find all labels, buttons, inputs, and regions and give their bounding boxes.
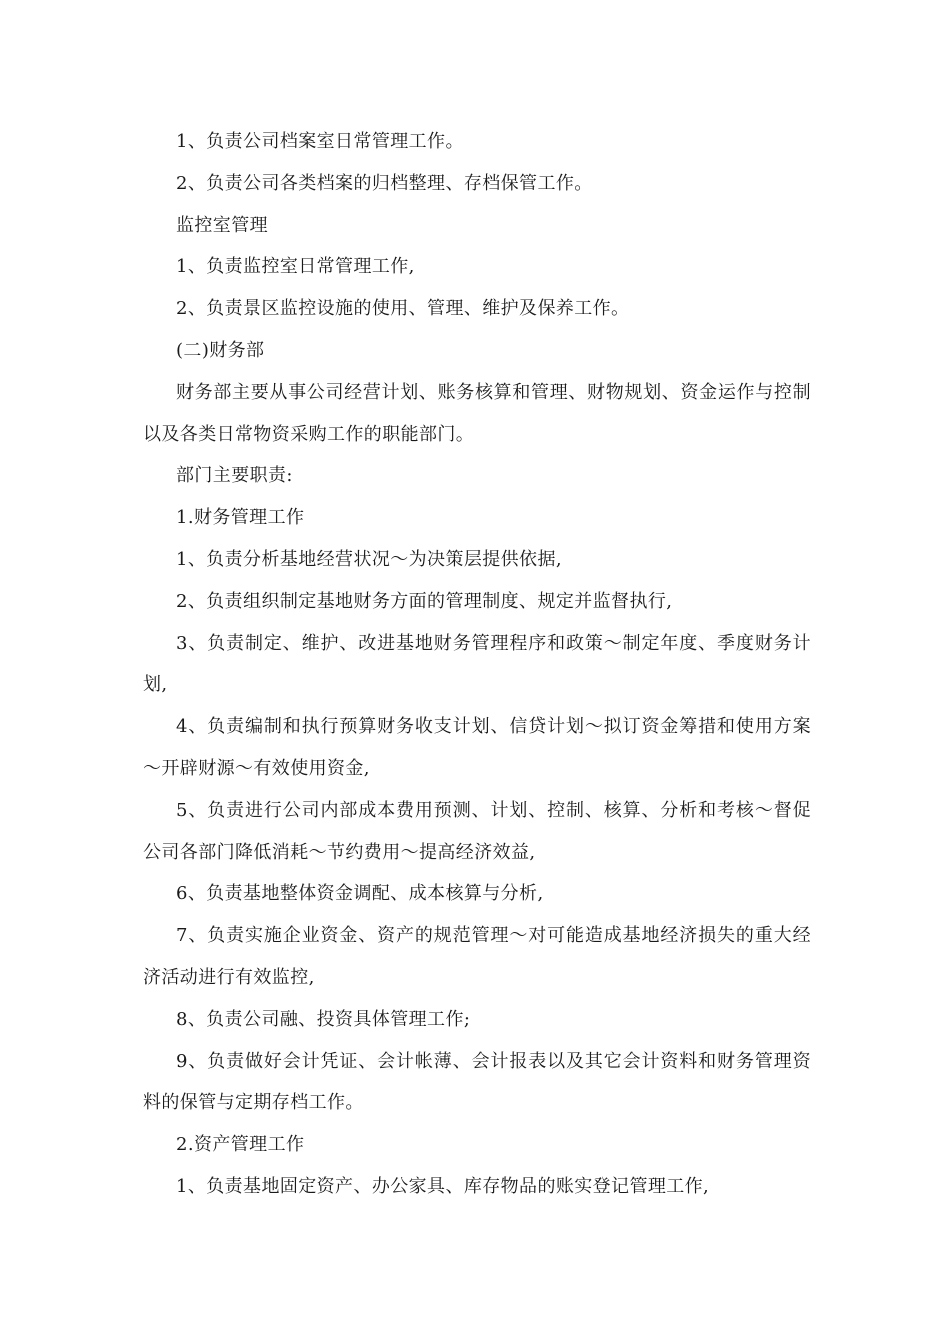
- list-item-monitoring-daily: 1、负责监控室日常管理工作,: [176, 256, 415, 278]
- list-item-finance-5: 5、负责进行公司内部成本费用预测、计划、控制、核算、分析和考核～督促公司各部门降低消耗～节约费用～提高经济效益,: [143, 799, 811, 863]
- list-item-finance-2: 2、负责组织制定基地财务方面的管理制度、规定并监督执行,: [176, 590, 673, 612]
- list-item-finance-1: 1、负责分析基地经营状况～为决策层提供依据,: [176, 548, 562, 570]
- list-item-finance-7: 7、负责实施企业资金、资产的规范管理～对可能造成基地经济损失的重大经济活动进行有效监控,: [143, 925, 811, 988]
- list-item-archive-filing: 2、负责公司各类档案的归档整理、存档保管工作。: [176, 172, 593, 194]
- subheading-main-duties: 部门主要职责:: [176, 465, 293, 487]
- subheading-asset-management: 2.资产管理工作: [176, 1134, 305, 1156]
- list-item-finance-6: 6、负责基地整体资金调配、成本核算与分析,: [176, 883, 544, 905]
- list-item-monitoring-facilities: 2、负责景区监控设施的使用、管理、维护及保养工作。: [176, 298, 630, 320]
- list-item-finance-4: 4、负责编制和执行预算财务收支计划、信贷计划～拟订资金筹措和使用方案～开辟财源～有效使用资金,: [143, 716, 811, 779]
- section-heading-finance-dept: (二)财务部: [176, 339, 265, 361]
- paragraph-finance-intro: 财务部主要从事公司经营计划、账务核算和管理、财物规划、资金运作与控制以及各类日常物资采购工作的职能部门。: [143, 381, 811, 445]
- list-item-finance-3: 3、负责制定、维护、改进基地财务管理程序和政策～制定年度、季度财务计划,: [143, 632, 811, 696]
- document-page: [143, 121, 811, 1208]
- list-item-finance-9: 9、负责做好会计凭证、会计帐薄、会计报表以及其它会计资料和财务管理资料的保管与定期存档工作。: [143, 1050, 811, 1114]
- section-heading-monitoring-room: 监控室管理: [176, 214, 268, 236]
- list-item-finance-8: 8、负责公司融、投资具体管理工作;: [176, 1008, 471, 1030]
- subheading-financial-management: 1.财务管理工作: [176, 507, 305, 529]
- list-item-archive-daily: 1、负责公司档案室日常管理工作。: [176, 131, 464, 152]
- list-item-asset-1: 1、负责基地固定资产、办公家具、库存物品的账实登记管理工作,: [176, 1175, 710, 1197]
